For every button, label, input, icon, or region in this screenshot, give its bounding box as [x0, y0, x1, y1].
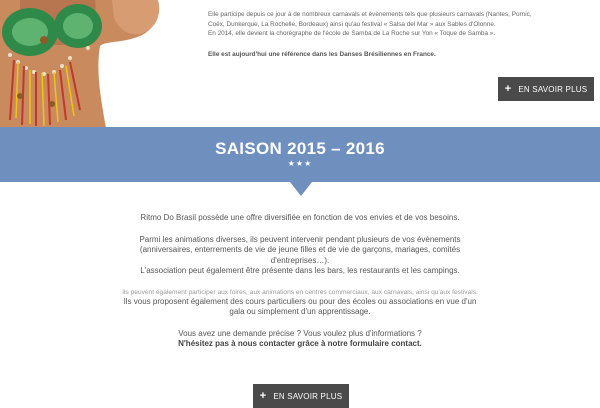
- learn-more-label: EN SAVOIR PLUS: [273, 391, 343, 401]
- learn-more-label: EN SAVOIR PLUS: [518, 84, 588, 94]
- season-description: [120, 213, 480, 350]
- intro-paragraph: En 2014, elle devient la chorégraphe de l'école de Samba de La Roche sur Yon « Toque de Samba ».: [208, 30, 496, 38]
- dancer-photo: [0, 0, 165, 128]
- intro-reference: Elle est aujourd'hui une référence dans les Danses Brésiliennes en France.: [208, 50, 436, 58]
- plus-icon: +: [259, 390, 267, 402]
- intro-paragraph: Elle participe depuis ce jour à de nombreux carnavals et évènements tels que plusieurs carnavals (Nantes, Pornic, Coëx, Dunkerque, La Rochelle, Bordeaux) ainsi qu'au festival « Salsa del Mar » aux Sables d'Olonne.: [208, 11, 532, 28]
- learn-more-button[interactable]: [253, 384, 349, 408]
- contact-line: N'hésitez pas à nous contacter grâce à notre formulaire contact.: [178, 339, 422, 348]
- description-line: Ils peuvent également participer aux foires, aux animations en centres commerciaux, aux carnavals, ainsi qu'aux festivals.: [122, 288, 478, 296]
- description-line: L'association peut également être présente dans les bars, les restaurants et les campings.: [140, 266, 460, 275]
- description-line: Vous avez une demande précise ? Vous voulez plus d'informations ?: [178, 328, 422, 338]
- intro-section: [0, 0, 600, 128]
- season-banner: [0, 127, 600, 182]
- description-line: Ils vous proposent également des cours particuliers ou pour des écoles ou associations en vue d'un gala ou simplement d'un apprentissage.: [123, 296, 477, 316]
- description-line: Ritmo Do Brasil possède une offre diversifiée en fonction de vos envies et de vos besoins.: [140, 213, 460, 222]
- stars-icon: ★★★: [287, 159, 313, 168]
- banner-arrow: [290, 182, 312, 196]
- intro-text: [208, 10, 538, 59]
- season-title: SAISON 2015 – 2016: [215, 139, 385, 158]
- description-line: Parmi les animations diverses, ils peuvent intervenir pendant plusieurs de vos évènements (anniversaires, enterrements de vie de jeune filles et de vie de garçons, mariages, comités d'entreprises…).: [139, 234, 461, 265]
- learn-more-button[interactable]: [498, 77, 594, 101]
- plus-icon: +: [504, 83, 512, 95]
